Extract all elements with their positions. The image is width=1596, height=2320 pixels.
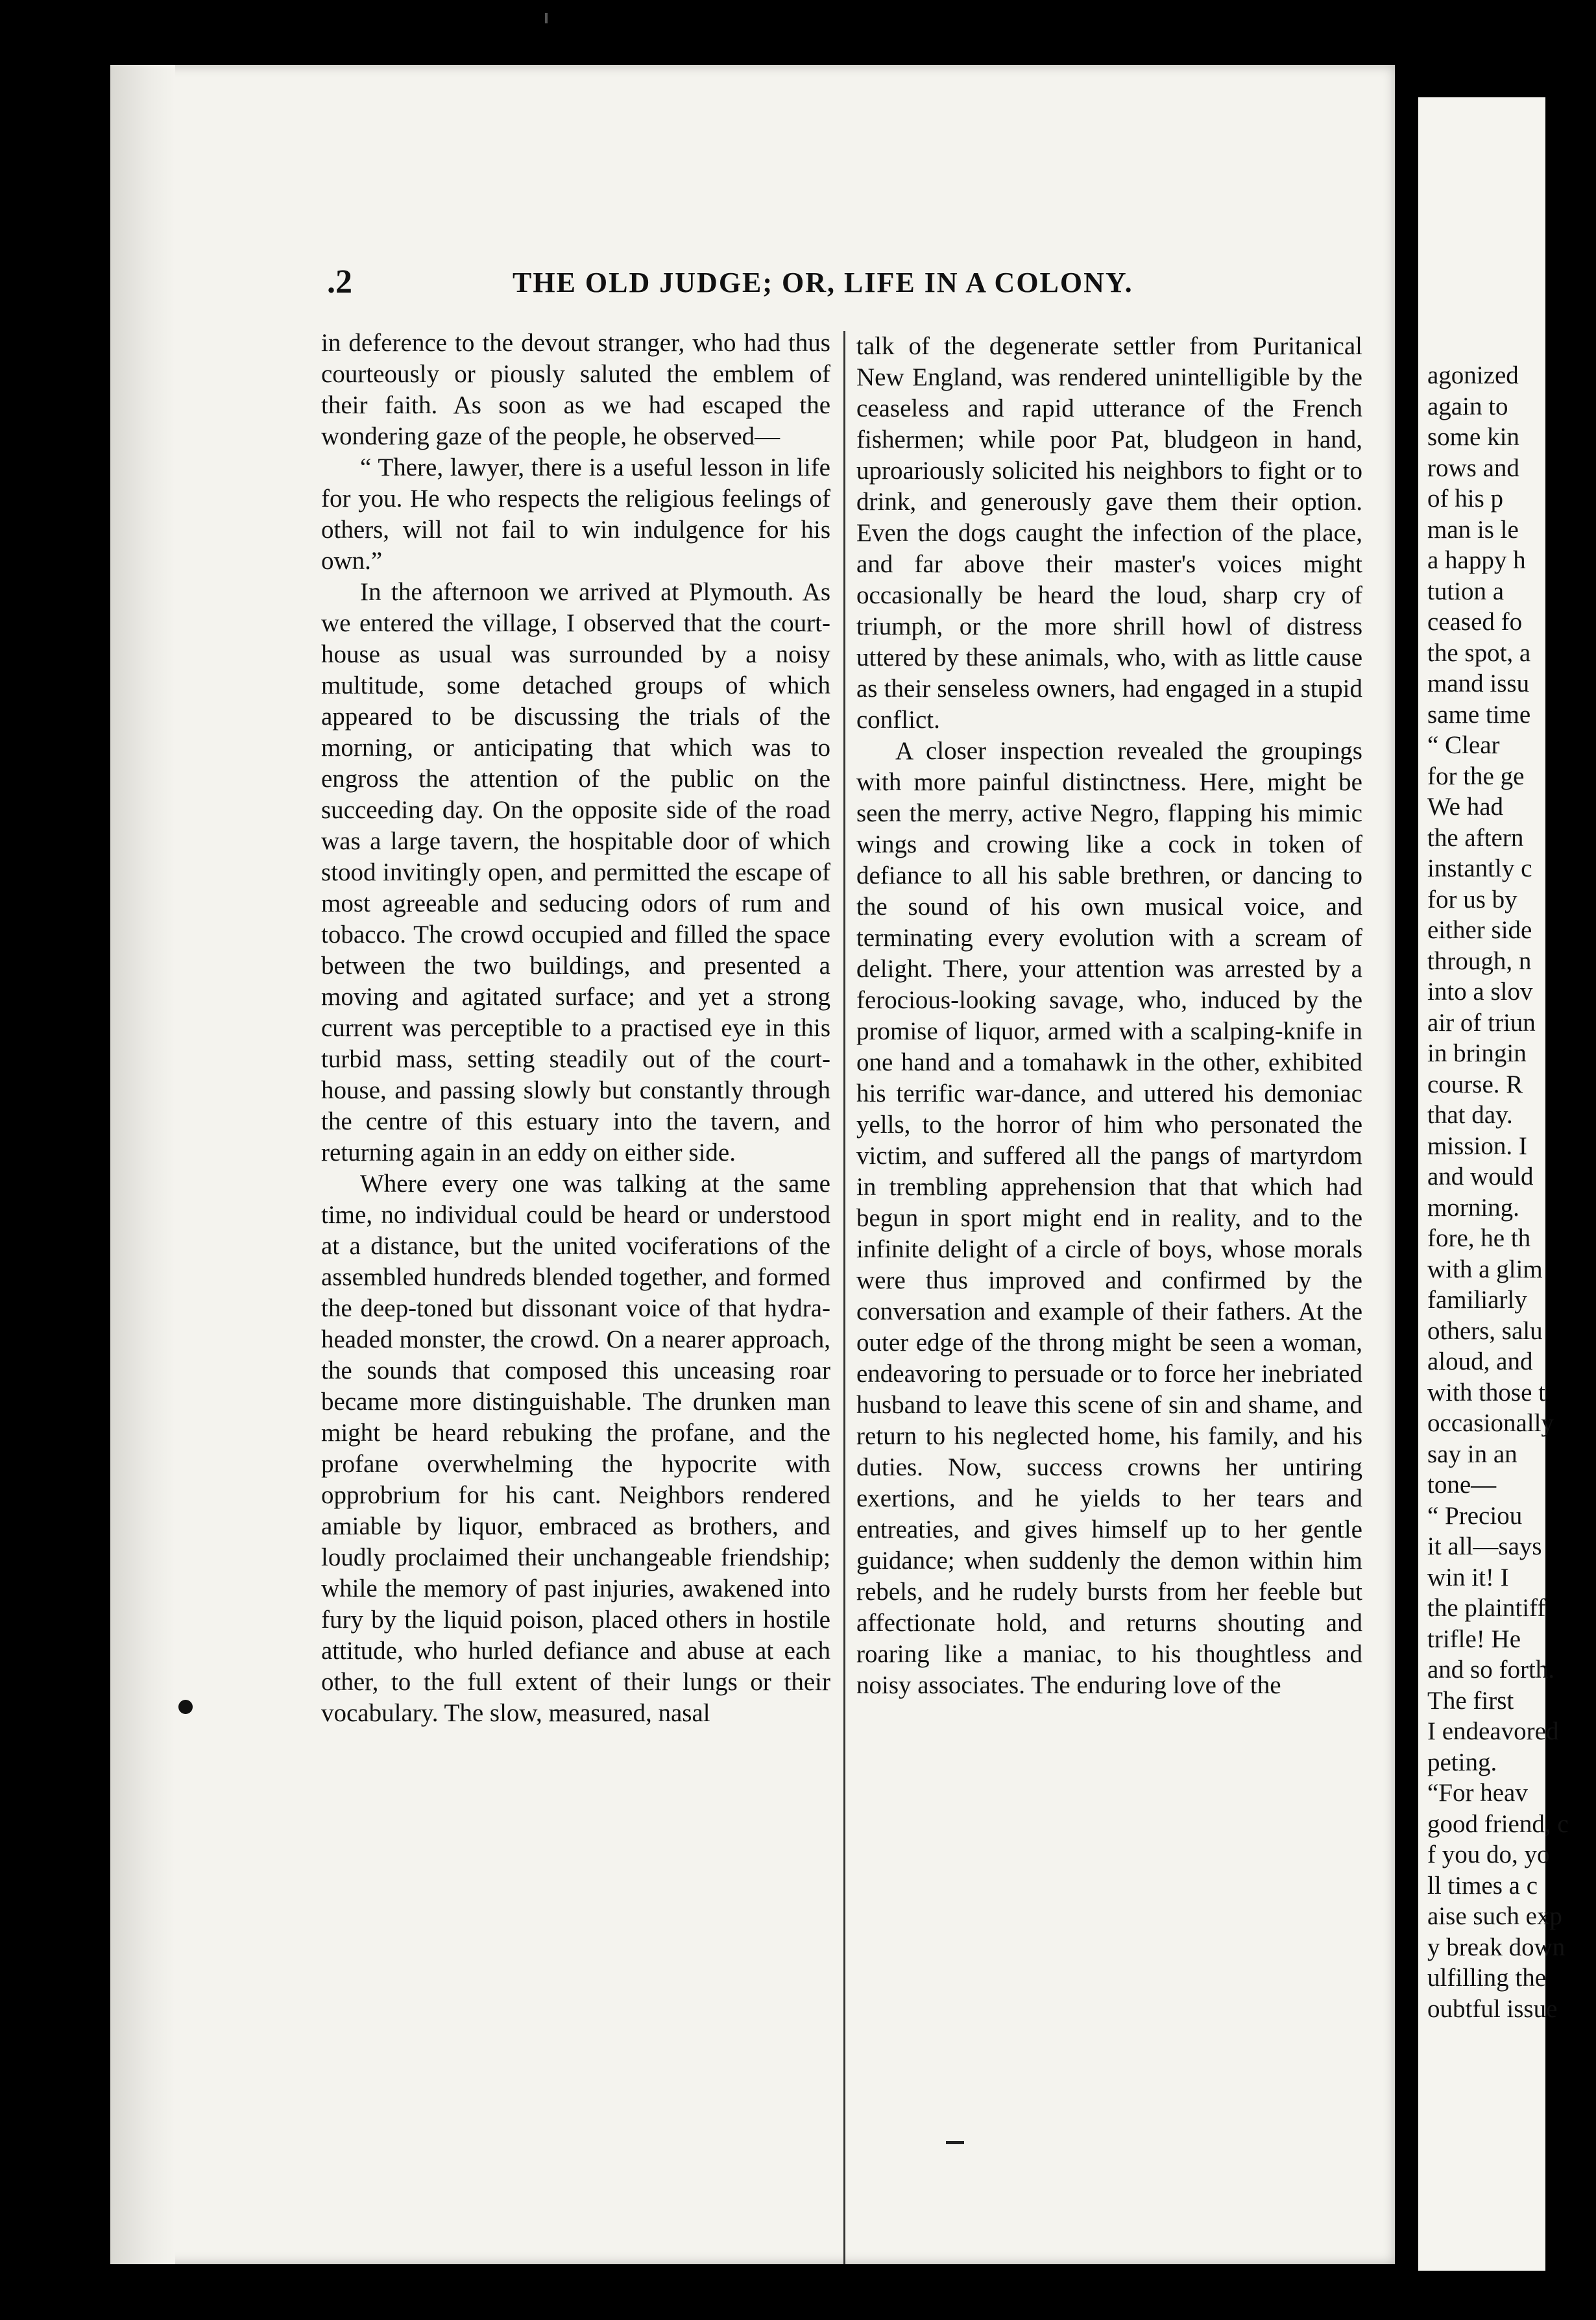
- column3-line: either side: [1427, 916, 1532, 944]
- column3-line: y break down: [1427, 1933, 1566, 1961]
- text-column-3-cropped: [1427, 360, 1596, 2024]
- column3-line: oubtful issue: [1427, 1994, 1558, 2023]
- column3-line: through, n: [1427, 947, 1532, 975]
- column3-line: some kin: [1427, 423, 1519, 451]
- column3-line: win it! I: [1427, 1563, 1509, 1591]
- column3-line: “ Preciou: [1427, 1501, 1523, 1530]
- column3-line: tution a: [1427, 577, 1505, 605]
- paragraph: In the afternoon we arrived at Plymouth. As we entered the village, I observed that the court-house as usual was surrounded by a noisy multitude, some detached groups of which appeared to be discussing the trials of the morning, or anticipating that which was to engross the attention of the public on the succeeding day. On the opposite side of the road was a large tavern, the hospitable door of which stood invitingly open, and permitted the escape of most agreeable and seducing odors of rum and tobacco. The crowd occupied and filled the space between the two buildings, and presented a moving and agitated surface; and yet a strong current was perceptible to a practised eye in this turbid mass, setting steadily out of the court-house, and passing slowly but constantly through the centre of this estuary into the tavern, and returning again in an eddy on either side.: [321, 578, 830, 1166]
- column3-line: same time: [1427, 700, 1531, 729]
- column3-line: familiarly: [1427, 1286, 1527, 1314]
- column3-line: mission. I: [1427, 1131, 1527, 1160]
- column3-line: “ Clear: [1427, 731, 1500, 759]
- column3-line: mand issu: [1427, 670, 1530, 697]
- column3-line: that day.: [1427, 1101, 1513, 1129]
- column3-line: The first: [1427, 1686, 1514, 1715]
- column3-line: in bringin: [1427, 1039, 1527, 1067]
- column3-line: “For heav: [1427, 1779, 1528, 1807]
- column3-line: tone—: [1427, 1471, 1497, 1499]
- running-title: THE OLD JUDGE; OR, LIFE IN A COLONY.: [513, 267, 1133, 298]
- column3-line: aloud, and: [1427, 1347, 1533, 1375]
- column3-line: rows and: [1427, 453, 1519, 482]
- paragraph: A closer inspection revealed the groupings with more painful distinctness. Here, might be seen the merry, active Negro, flapping his mimic wings and crowing like a cock in token of defiance to all his sable brethren, or dancing to the sound of his own musical voice, and terminating every evolution with a scream of delight. There, your attention was arrested by a ferocious-looking savage, who, induced by the promise of liquor, armed with a scalping-knife in one hand and a tomahawk in the other, exhibited his terrific war-dance, and uttered his demoniac yells, to the horror of him who personated the victim, and suffered all the pangs of martyrdom in trembling apprehension that that which had begun in sport might end in reality, and to the infinite delight of a circle of boys, whose morals were thus improved and confirmed by the conversation and example of their fathers. At the outer edge of the throng might be seen a woman, endeavoring to persuade or to force her inebriated husband to leave this scene of sin and shame, and return to his neglected home, his family, and his duties. Now, success crowns her untiring exertions, and he yields to her tears and entreaties, and gives himself up to her gentle guidance; when suddenly the demon within him rebels, and he rudely bursts from her feeble but affectionate hold, and returns shouting and roaring like a maniac, to his thoughtless and noisy associates. The enduring love of the: [856, 737, 1362, 1699]
- column3-line: We had: [1427, 793, 1504, 821]
- text-column-2: [856, 331, 1362, 1701]
- column3-line: morning.: [1427, 1193, 1519, 1222]
- column3-line: agonized: [1427, 361, 1519, 389]
- column3-line: the plaintiff: [1427, 1594, 1546, 1622]
- column3-line: f you do, yo: [1427, 1841, 1550, 1868]
- column3-line: with a glim: [1427, 1255, 1543, 1283]
- column-divider: [843, 331, 845, 2264]
- column3-line: instantly c: [1427, 854, 1532, 882]
- column3-line: it all—says: [1427, 1532, 1542, 1560]
- column3-line: and would: [1427, 1163, 1534, 1190]
- paragraph: Where every one was talking at the same time, no individual could be heard or understood at a distance, but the united vociferations of the assembled hundreds blended together, and formed the deep-toned but dissonant voice of that hydra-headed monster, the crowd. On a nearer approach, the sounds that composed this unceasing roar became more distinguishable. The drunken man might be heard rebuking the profane, and the profane overwhelming the hypocrite with opprobrium for his cant. Neighbors rendered amiable by liquor, embraced as brothers, and loudly proclaimed their unchangeable friendship; while the memory of past injuries, awakened into fury by the liquid poison, placed others in hostile attitude, who hurled defiance and abuse at each other, to the full extent of their lungs or their vocabulary. The slow, measured, nasal: [321, 1170, 830, 1727]
- column3-line: for the ge: [1427, 762, 1525, 790]
- column3-line: the spot, a: [1427, 638, 1531, 667]
- column3-line: course. R: [1427, 1070, 1523, 1098]
- column3-line: occasionally: [1427, 1409, 1554, 1437]
- scan-artifact: [545, 13, 548, 23]
- column3-line: good friend, c: [1427, 1809, 1569, 1838]
- paragraph: “ There, lawyer, there is a useful lesson in life for you. He who respects the religious feelings of others, will not fail to win indulgence for his own.”: [321, 453, 830, 575]
- column3-line: trifle! He: [1427, 1625, 1521, 1653]
- page-number: .2: [327, 263, 352, 300]
- column3-line: a happy h: [1427, 546, 1526, 574]
- column3-line: with those t: [1427, 1378, 1545, 1407]
- column3-line: others, salu: [1427, 1316, 1543, 1345]
- text-column-1: [321, 328, 830, 1729]
- page-gutter: [1395, 58, 1418, 2277]
- column3-line: ceased fo: [1427, 608, 1523, 636]
- paragraph: talk of the degenerate settler from Puritanical New England, was rendered unintelligible by the ceaseless and rapid utterance of the French fishermen; while poor Pat, bludgeon in hand, uproariously solicited his neighbors to fight or to drink, and generously gave them their option. Even the dogs caught the infection of the place, and far above their master's voices might occasionally be heard the loud, sharp cry of triumph, or the more shrill howl of distress uttered by these animals, who, with as little cause as their senseless owners, had engaged in a stupid conflict.: [856, 332, 1362, 734]
- column3-line: into a slov: [1427, 978, 1533, 1006]
- column3-line: and so forth.: [1427, 1656, 1555, 1684]
- column3-line: I endeavored: [1427, 1717, 1559, 1745]
- column3-line: of his p: [1427, 485, 1503, 513]
- signature-dash: [946, 2141, 964, 2144]
- column3-line: say in an: [1427, 1440, 1517, 1468]
- column3-line: fore, he th: [1427, 1224, 1531, 1252]
- column3-line: again to: [1427, 392, 1508, 420]
- column3-line: peting.: [1427, 1748, 1497, 1776]
- column3-line: the aftern: [1427, 823, 1524, 852]
- paragraph: in deference to the devout stranger, who had thus courteously or piously saluted the emblem of their faith. As soon as we had escaped the wondering gaze of the people, he observed—: [321, 329, 830, 450]
- margin-dot: [178, 1700, 193, 1714]
- column3-line: man is le: [1427, 515, 1519, 544]
- column3-line: ulfilling the: [1427, 1964, 1547, 1992]
- column3-line: aise such exp: [1427, 1902, 1562, 1930]
- column3-line: air of triun: [1427, 1008, 1536, 1037]
- column3-line: ll times a c: [1427, 1871, 1538, 1900]
- binding-margin: [110, 65, 175, 2264]
- column3-line: for us by: [1427, 885, 1517, 913]
